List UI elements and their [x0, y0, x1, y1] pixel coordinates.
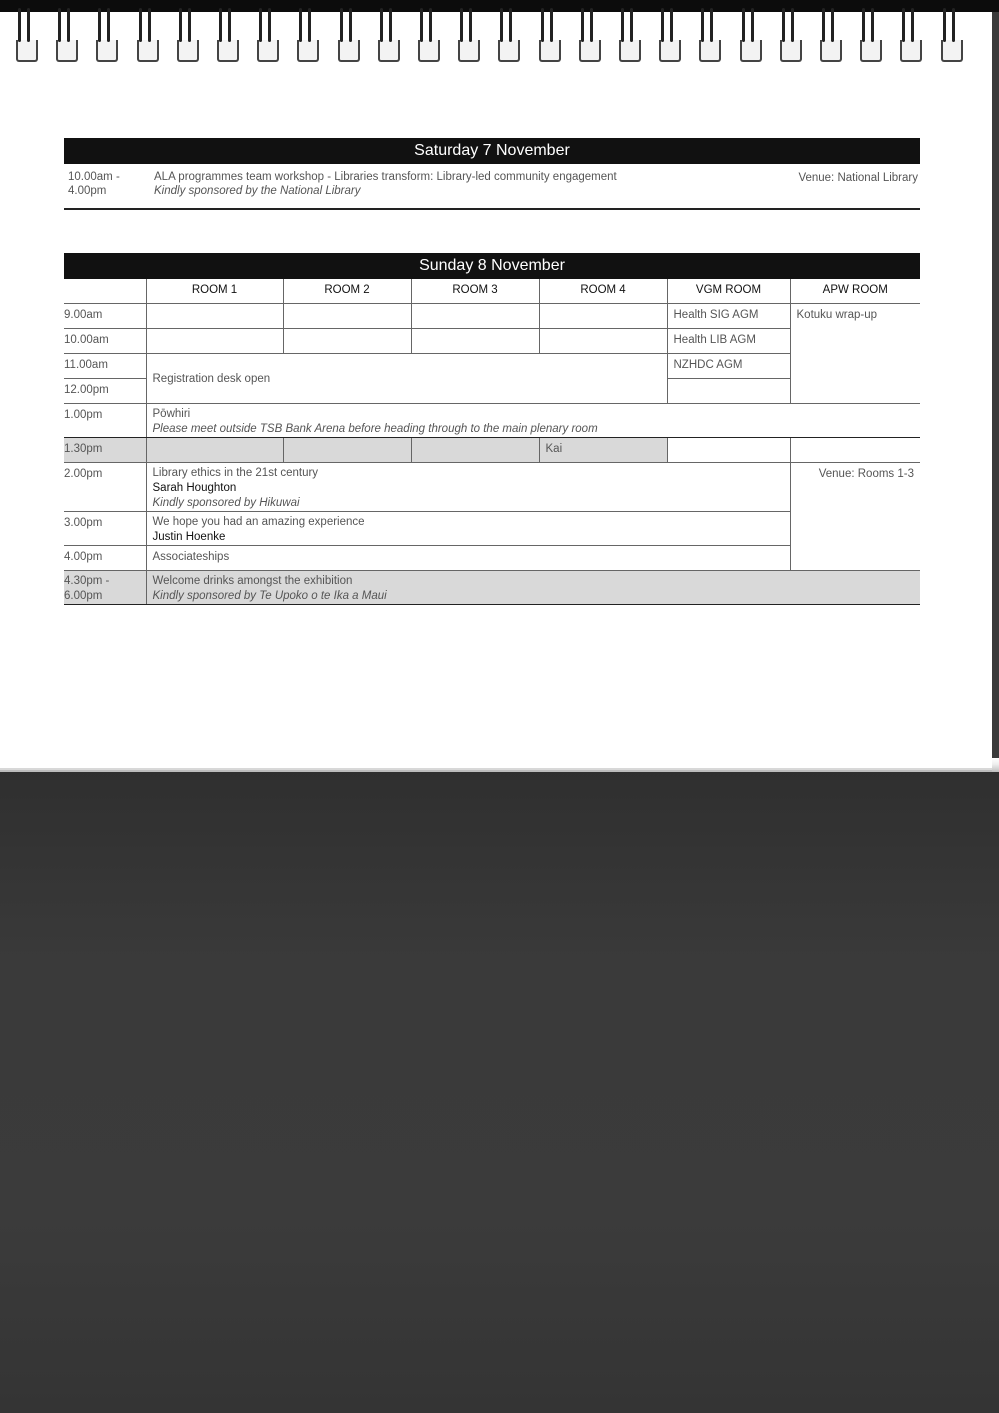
saturday-event-sponsor: Kindly sponsored by the National Library: [154, 185, 361, 197]
schedule-row: [64, 438, 920, 463]
ethics-title: Library ethics in the 21st century: [152, 467, 319, 479]
empty-cell: [146, 438, 283, 463]
empty-cell: [283, 329, 411, 354]
spiral-ring: [376, 8, 400, 66]
column-header: ROOM 2: [283, 279, 411, 304]
spiral-ring: [255, 8, 279, 66]
time-cell: 4.00pm: [64, 546, 146, 571]
time-column-header: [64, 279, 146, 304]
spiral-ring: [175, 8, 199, 66]
spiral-ring: [14, 8, 38, 66]
spiral-rings: [14, 0, 999, 70]
column-header: APW ROOM: [790, 279, 920, 304]
drinks-cell: [146, 571, 920, 605]
spiral-ring: [577, 8, 601, 66]
empty-cell: [539, 329, 667, 354]
spiral-ring: [94, 8, 118, 66]
empty-cell: [667, 438, 790, 463]
empty-cell: [411, 438, 539, 463]
ethics-cell: [146, 463, 790, 512]
spiral-ring: [657, 8, 681, 66]
spiral-ring: [818, 8, 842, 66]
saturday-event: [154, 170, 617, 198]
time-cell: 1.00pm: [64, 404, 146, 438]
time-cell: [64, 571, 146, 605]
spiral-ring: [778, 8, 802, 66]
empty-cell: [283, 304, 411, 329]
saturday-time-end: 4.00pm: [68, 185, 107, 197]
spiral-ring: [858, 8, 882, 66]
registration-cell: Registration desk open: [146, 354, 667, 404]
spiral-ring: [697, 8, 721, 66]
time-cell: 10.00am: [64, 329, 146, 354]
apw-cell: Kotuku wrap-up: [790, 304, 920, 404]
powhiri-title: Pōwhiri: [152, 408, 191, 420]
empty-cell: [146, 329, 283, 354]
column-header: ROOM 3: [411, 279, 539, 304]
schedule-row: [64, 304, 920, 329]
empty-cell: [411, 329, 539, 354]
schedule-row: [64, 404, 920, 438]
kai-cell: Kai: [539, 438, 667, 463]
spiral-ring: [617, 8, 641, 66]
schedule-row: [64, 463, 920, 512]
drinks-title: Welcome drinks amongst the exhibition: [152, 575, 353, 587]
hope-cell: [146, 512, 790, 546]
sunday-schedule-table: [64, 279, 920, 605]
spiral-ring: [537, 8, 561, 66]
spiral-ring: [738, 8, 762, 66]
spiral-ring: [54, 8, 78, 66]
venue-rooms-cell: Venue: Rooms 1-3: [790, 463, 920, 571]
spiral-ring: [496, 8, 520, 66]
powhiri-note: Please meet outside TSB Bank Arena before heading through to the main plenary room: [152, 423, 598, 435]
time-cell: 9.00am: [64, 304, 146, 329]
spiral-ring: [898, 8, 922, 66]
spiral-ring: [215, 8, 239, 66]
powhiri-cell: [146, 404, 920, 438]
saturday-venue: Venue: National Library: [798, 172, 918, 184]
time-cell: 3.00pm: [64, 512, 146, 546]
spiral-ring: [336, 8, 360, 66]
saturday-time-start: 10.00am -: [68, 171, 120, 183]
saturday-section: [64, 138, 920, 210]
sunday-header: Sunday 8 November: [64, 253, 920, 279]
saturday-header: Saturday 7 November: [64, 138, 920, 164]
spiral-ring: [295, 8, 319, 66]
sunday-section: [64, 253, 920, 605]
time-cell: 11.00am: [64, 354, 146, 379]
associateships-cell: Associateships: [146, 546, 790, 571]
saturday-event-title: ALA programmes team workshop - Libraries transform: Library-led community engagement: [154, 171, 617, 183]
empty-cell: [411, 304, 539, 329]
hope-speaker: Justin Hoenke: [152, 531, 226, 543]
time-cell: 1.30pm: [64, 438, 146, 463]
empty-cell: [539, 304, 667, 329]
column-header: ROOM 1: [146, 279, 283, 304]
ethics-sponsor: Kindly sponsored by Hikuwai: [152, 497, 300, 509]
scanner-background: [0, 770, 999, 1413]
ethics-speaker: Sarah Houghton: [152, 482, 237, 494]
empty-cell: [790, 438, 920, 463]
spiral-ring: [135, 8, 159, 66]
time-cell: 12.00pm: [64, 379, 146, 404]
column-header: VGM ROOM: [667, 279, 790, 304]
spiral-ring: [416, 8, 440, 66]
column-header-row: [64, 279, 920, 304]
saturday-event-row: [64, 164, 920, 210]
hope-title: We hope you had an amazing experience: [152, 516, 365, 528]
time-start: 4.30pm -: [64, 575, 110, 587]
schedule-row: [64, 571, 920, 605]
empty-cell: [146, 304, 283, 329]
empty-cell: [667, 379, 790, 404]
time-end: 6.00pm: [64, 590, 103, 602]
column-header: ROOM 4: [539, 279, 667, 304]
vgm-cell: NZHDC AGM: [667, 354, 790, 379]
spiral-ring: [939, 8, 963, 66]
vgm-cell: Health LIB AGM: [667, 329, 790, 354]
drinks-sponsor: Kindly sponsored by Te Upoko o te Ika a Maui: [152, 590, 387, 602]
empty-cell: [283, 438, 411, 463]
saturday-time: [68, 170, 120, 198]
spiral-ring: [456, 8, 480, 66]
vgm-cell: Health SIG AGM: [667, 304, 790, 329]
time-cell: 2.00pm: [64, 463, 146, 512]
